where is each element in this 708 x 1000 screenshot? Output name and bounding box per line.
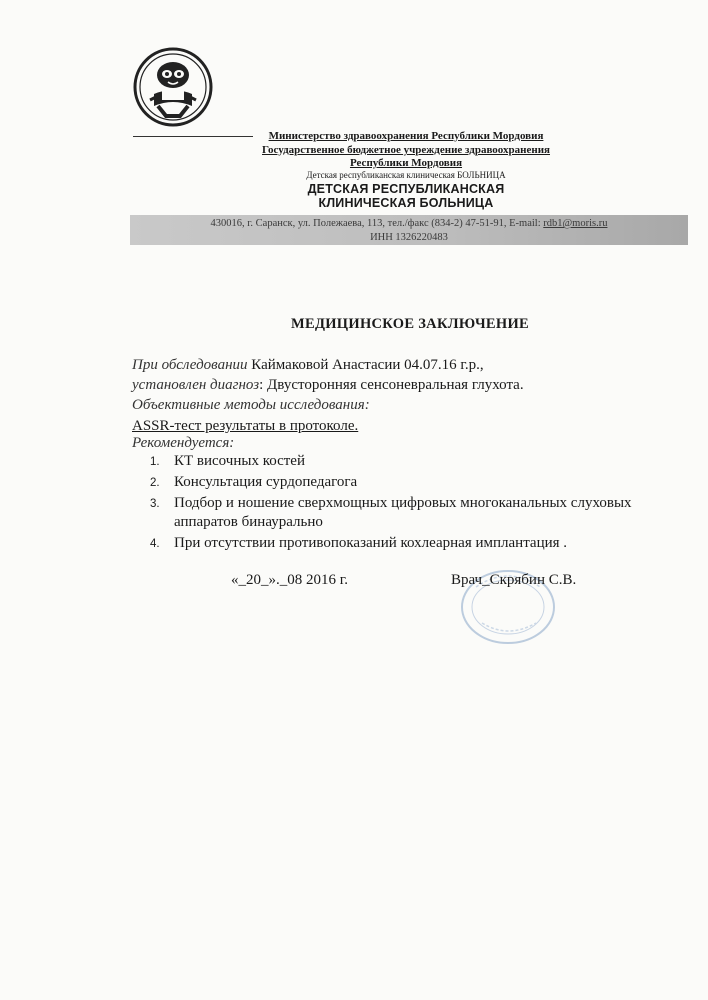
hospital-short-name: Детская республиканская клиническая БОЛЬНИЦА [306, 170, 506, 180]
email-link: rdb1@moris.ru [543, 218, 608, 229]
diagnosis-line: установлен диагноз: Двусторонняя сенсоневральная глухота. [132, 377, 524, 393]
methods-label: Объективные методы исследования: [132, 397, 370, 413]
hospital-logo-icon [132, 46, 214, 128]
round-stamp-icon [446, 557, 564, 645]
institution-name: Государственное бюджетное учреждение здравоохранения [262, 144, 550, 156]
list-item: 4. При отсутствии противопоказаний кохлеарная имплантация . [150, 535, 568, 551]
hospital-name-line1: ДЕТСКАЯ РЕСПУБЛИКАНСКАЯ [307, 182, 505, 196]
list-item: 2. Консультация сурдопедагога [150, 474, 358, 490]
ministry-name: Министерство здравоохранения Республики Мордовия [268, 130, 544, 142]
document-date: «_20_»._08 2016 г. [231, 572, 348, 588]
methods-value: ASSR-тест результаты в протоколе. [132, 418, 359, 434]
hospital-name-line2: КЛИНИЧЕСКАЯ БОЛЬНИЦА [318, 196, 494, 210]
list-item: 1. КТ височных костей [150, 453, 305, 469]
exam-line: При обследовании Каймаковой Анастасии 04.07.16 г.р., [132, 357, 484, 373]
list-item: 3. Подбор и ношение сверхмощных цифровых многоканальных слуховых аппаратов бинаурально [150, 495, 632, 530]
recommend-label: Рекомендуется: [132, 435, 235, 451]
republic-name: Республики Мордовия [349, 157, 463, 169]
doctor-signature: Врач_Скрябин С.В. [451, 572, 577, 588]
address-line: 430016, г. Саранск, ул. Полежаева, 113, тел./факс (834-2) 47-51-91, E-mail: rdb1@moris.ru [210, 218, 608, 229]
recommendations-list [150, 452, 695, 555]
document-title: МЕДИЦИНСКОЕ ЗАКЛЮЧЕНИЕ [290, 316, 529, 332]
inn-number: ИНН 1326220483 [370, 232, 448, 243]
